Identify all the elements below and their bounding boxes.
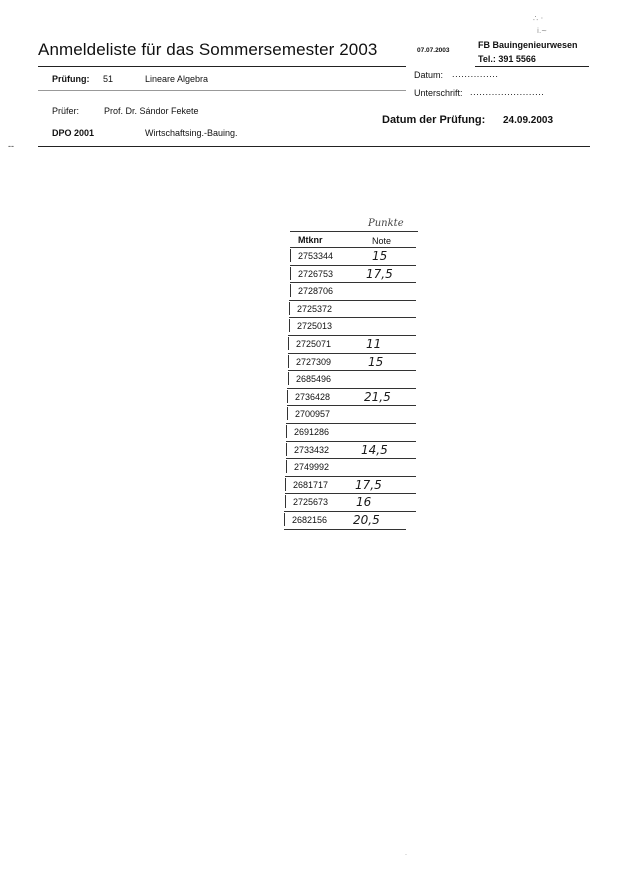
table-row-rule xyxy=(286,458,416,459)
datum-pruefung-label: Datum der Prüfung: xyxy=(382,114,486,126)
mtknr-cell: 2725071 xyxy=(296,339,332,349)
table-row-bar xyxy=(288,337,289,350)
note-cell: 17,5 xyxy=(366,267,393,281)
mtknr-cell: 2725673 xyxy=(293,497,329,507)
mtknr-cell: 2685496 xyxy=(296,374,332,384)
header-rule-right xyxy=(475,66,589,67)
print-date: 07.07.2003 xyxy=(417,47,450,54)
table-row-rule xyxy=(290,282,416,283)
pruefung-label: Prüfung: xyxy=(52,74,90,84)
table-row-rule xyxy=(286,441,416,442)
meta-rule xyxy=(38,90,406,91)
table-row-rule xyxy=(288,370,416,371)
datum-dots: ............... xyxy=(452,69,499,79)
pruefung-subject: Lineare Algebra xyxy=(145,74,209,84)
table-row-bar xyxy=(285,478,286,491)
pruefer-label: Prüfer: xyxy=(52,106,80,116)
table-row-bar xyxy=(287,390,288,403)
table-row-rule xyxy=(289,317,416,318)
page-title: Anmeldeliste für das Sommersemester 2003 xyxy=(38,40,378,59)
page-speck: · xyxy=(405,852,407,858)
table-row-rule xyxy=(286,423,416,424)
pruefer-name: Prof. Dr. Sándor Fekete xyxy=(104,106,199,116)
datum-pruefung-value: 24.09.2003 xyxy=(503,115,554,126)
col-header-note: Note xyxy=(372,236,392,246)
table-row-bar xyxy=(288,372,289,385)
table-row-rule xyxy=(288,353,416,354)
table-row-rule xyxy=(289,300,416,301)
mtknr-cell: 2681717 xyxy=(293,480,329,490)
note-cell: 14,5 xyxy=(361,443,388,457)
table-row-rule xyxy=(288,335,416,336)
datum-label: Datum: xyxy=(414,70,444,80)
table-top-rule xyxy=(290,231,418,232)
note-cell: 20,5 xyxy=(353,513,380,527)
col-header-mtknr: Mtknr xyxy=(298,235,323,245)
margin-scribble: ∴ · xyxy=(533,14,544,23)
department-block xyxy=(478,38,578,66)
note-cell: 15 xyxy=(372,249,388,263)
table-row-bar xyxy=(284,513,285,526)
mtknr-cell: 2725013 xyxy=(297,321,333,331)
mtknr-cell: 2753344 xyxy=(298,251,334,261)
department-phone: Tel.: 391 5566 xyxy=(478,54,536,64)
pruefung-number: 51 xyxy=(103,74,114,84)
table-row-bar xyxy=(286,425,287,438)
mtknr-cell: 2700957 xyxy=(295,409,331,419)
table-row-bar xyxy=(289,319,290,332)
table-row-bar xyxy=(290,267,291,280)
note-cell: 15 xyxy=(368,355,384,369)
mtknr-cell: 2726753 xyxy=(298,269,334,279)
table-row-bar xyxy=(285,495,286,508)
table-row-bar xyxy=(286,460,287,473)
left-margin-mark: -- xyxy=(8,141,14,151)
note-cell: 21,5 xyxy=(364,390,391,404)
table-row-bar xyxy=(287,407,288,420)
table-row-bar xyxy=(290,249,291,262)
mtknr-cell: 2725372 xyxy=(297,304,333,314)
note-cell: 11 xyxy=(366,337,382,351)
table-row-bar xyxy=(290,284,291,297)
mtknr-cell: 2733432 xyxy=(294,445,330,455)
unterschrift-label: Unterschrift: xyxy=(414,88,463,98)
punkte-handwritten: Punkte xyxy=(368,218,404,229)
mtknr-cell: 2727309 xyxy=(296,357,332,367)
department-name: FB Bauingenieurwesen xyxy=(478,40,578,50)
mtknr-cell: 2736428 xyxy=(295,392,331,402)
mtknr-cell: 2691286 xyxy=(294,427,330,437)
table-row-rule xyxy=(290,265,416,266)
mtknr-cell: 2728706 xyxy=(298,286,334,296)
studiengang: Wirtschaftsing.-Bauing. xyxy=(145,128,238,138)
mtknr-cell: 2749992 xyxy=(294,462,330,472)
table-row-rule xyxy=(284,511,416,512)
table-row-rule xyxy=(285,476,416,477)
margin-scribble-2: i.~ xyxy=(537,27,548,35)
dpo-label: DPO 2001 xyxy=(52,128,95,138)
table-row-rule xyxy=(285,493,416,494)
table-row-bar xyxy=(288,355,289,368)
header-rule xyxy=(38,66,406,67)
table-row-bar xyxy=(289,302,290,315)
table-row-rule xyxy=(287,388,416,389)
note-cell: 17,5 xyxy=(355,478,382,492)
table-row-rule xyxy=(287,405,416,406)
unterschrift-dots: ........................ xyxy=(470,87,545,97)
table-row-bar xyxy=(286,443,287,456)
table-bottom-rule xyxy=(284,529,406,530)
note-cell: 16 xyxy=(356,495,372,509)
section-rule xyxy=(38,146,590,147)
mtknr-cell: 2682156 xyxy=(292,515,328,525)
table-row-rule xyxy=(290,247,416,248)
